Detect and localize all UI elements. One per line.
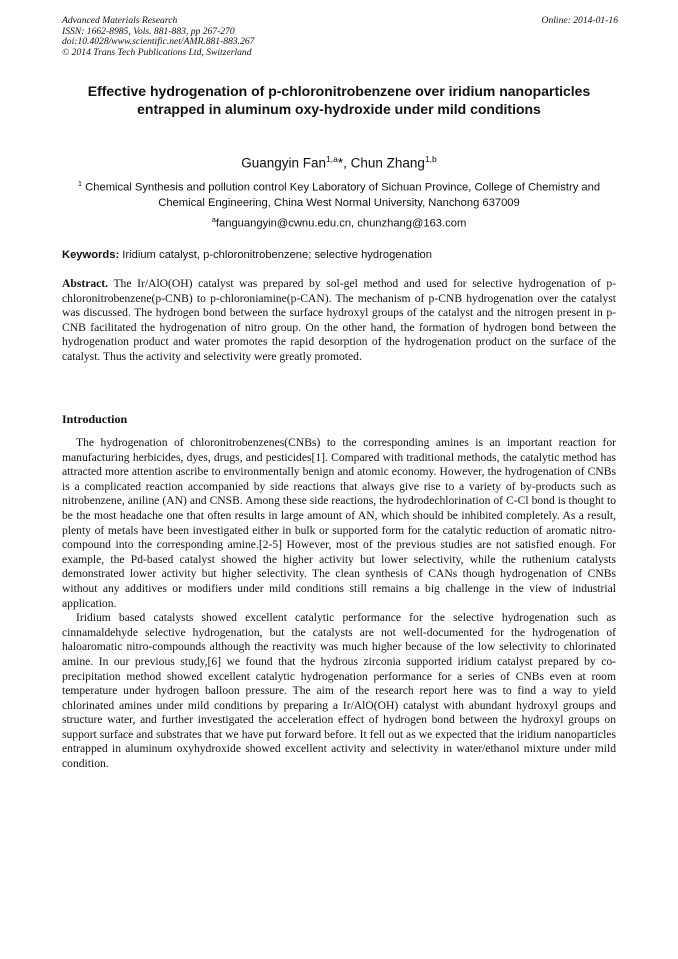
affiliation — [62, 176, 616, 212]
author-line — [62, 150, 616, 173]
paper-title: Effective hydrogenation of p-chloronitrobenzene over iridium nanoparticles entrapped in aluminum oxy-hydroxide under mild conditions — [87, 83, 591, 117]
author-name-2: Chun Zhang — [350, 155, 425, 171]
keywords-label: Keywords: — [62, 249, 120, 261]
affiliation-marker: 1 — [77, 179, 83, 188]
abstract-label: Abstract. — [62, 277, 109, 290]
author-2-affiliation-marker: 1,b — [424, 154, 437, 164]
affiliation-text: Chemical Synthesis and pollution control Key Laboratory of Sichuan Province, College of Chemistry and Chemical Engineering, China West Normal University, Nanchong 637009 — [82, 181, 601, 210]
journal-header — [62, 16, 618, 58]
introduction-body — [62, 436, 616, 772]
journal-name: Advanced Materials Research — [62, 15, 178, 26]
keywords-text: Iridium catalyst, p-chloronitrobenzene; selective hydrogenation — [119, 249, 432, 261]
email-marker: a — [211, 215, 216, 224]
abstract — [62, 277, 616, 365]
introduction-paragraph-1: The hydrogenation of chloronitrobenzenes(CNBs) to the corresponding amines is an important reaction for manufacturing herbicides, dyes, drugs, and pesticides[1]. Compared with traditional methods, the catalytic method has attracted more attention ascribe to environmentally benign and atomic economy. However, the hydrogenation of CNBs is a complicated reaction accompanied by side reactions that always give rise to a variety of by-products such as nitrobenzene, aniline (AN) and CNSB. Among these side reactions, the hydrodechlorination of C-Cl bond is thought to be the most headache one that often results in large amount of AN, which should be inhibited completely. As a result, plenty of metals have been investigated either in bulk or supported form for the catalytic reduction of aromatic nitro-compound into the corresponding amine.[2-5] However, most of the previous studies are not satisfied enough. For example, the Pd-based catalyst showed the higher activity but lower selectivity, while the ruthenium catalysts demonstrated lower activity but higher selectivity. The clean synthesis of CANs though hydrogenation of CNBs without any additives or modifiers under mild conditions still remains a big challenge in the view of industrial application. — [62, 436, 616, 610]
introduction-paragraph-2: Iridium based catalysts showed excellent catalytic performance for the selective hydrogenation such as cinnamaldehyde selective hydrogenation, but the catalysts are not well-documented for the hydrogenation of haloaromatic nitro-compounds although the reactivity was much higher because of the low selectivity to chlorinated amine. In our previous study,[6] we found that the hydrous zirconia supported iridium catalyst prepared by co-precipitation method showed excellent catalytic hydrogenation performance for a series of CNBs even at room temperature under hydrogen balloon pressure. The aim of the research report here was to find a way to yield chlorinated amines under mild conditions by preparing a Ir/AlO(OH) catalyst with abundant hydroxyl groups and structure water, and further investigated the acceleration effect of hydrogen bond between the hydroxyl groups on support surface and substrates that we have put forward before. It fell out as we expected that the iridium nanoparticles entrapped in aluminum oxyhydroxide showed excellent activity and selectivity in water/ethanol mixture under mild condition. — [62, 611, 616, 771]
journal-copyright: © 2014 Trans Tech Publications Ltd, Switzerland — [62, 46, 252, 58]
author-name-1: Guangyin Fan — [241, 155, 327, 171]
journal-doi: doi:10.4028/www.scientific.net/AMR.881-883.267 — [62, 36, 255, 48]
corresponding-author-mark: *, — [337, 155, 351, 171]
abstract-text: The Ir/AlO(OH) catalyst was prepared by sol-gel method and used for selective hydrogenation of p-chloronitrobenzene(p-CNB) to p-chloroniamine(p-CAN). The mechanism of p-CNB hydrogenation over the catalyst was discussed. The hydrogen bond between the surface hydroxyl groups of the catalyst and the nitrogen present in p-CNB facilitated the hydrogenation of nitro group. On the other hand, the formation of hydrogen bond between the hydrogenation product and water promotes the rapid desorption of the hydrogenation product on the surface of the catalyst. Thus the activity and selectivity were greatly promoted. — [62, 277, 616, 363]
online-date: Online: 2014-01-16 — [541, 15, 618, 26]
journal-issn: ISSN: 1662-8985, Vols. 881-883, pp 267-270 — [62, 25, 235, 37]
email-text: fanguangyin@cwnu.edu.cn, chunzhang@163.com — [215, 217, 467, 230]
keywords — [62, 248, 616, 263]
author-1-affiliation-marker: 1,a — [326, 154, 338, 164]
introduction-heading: Introduction — [62, 412, 128, 426]
author-emails — [62, 212, 616, 232]
